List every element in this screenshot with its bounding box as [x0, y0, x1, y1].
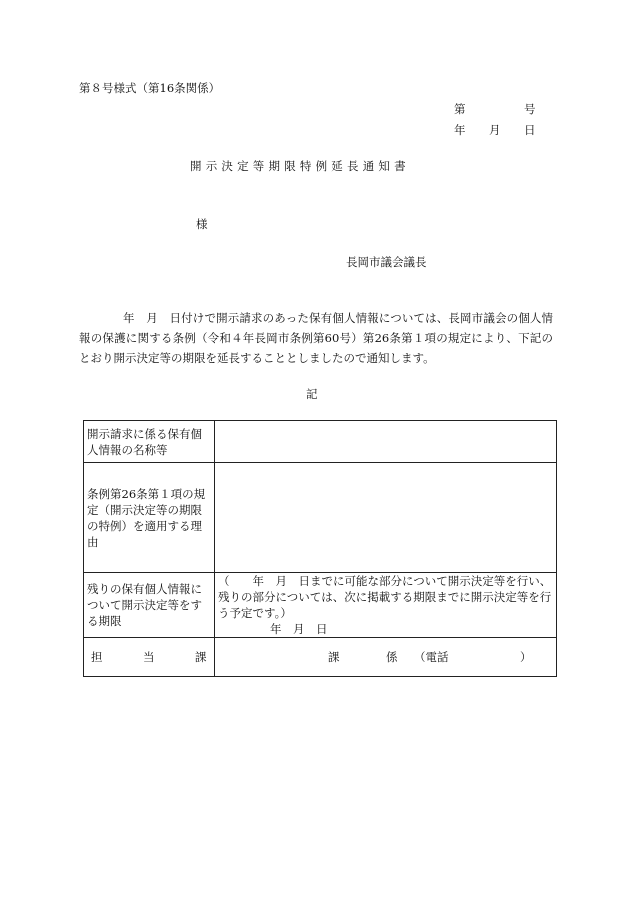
- form-number-label: 第８号様式（第16条関係）: [79, 81, 221, 95]
- table-row: [84, 573, 557, 638]
- table-row: [84, 463, 557, 573]
- phone-label: （電話: [414, 650, 449, 664]
- reason-label: 条例第26条第１項の規定（開示決定等の期限の特例）を適用する理由: [84, 463, 215, 573]
- table-row: [84, 421, 557, 463]
- section-label: 課: [328, 650, 340, 664]
- date-month: 月: [489, 123, 501, 137]
- deadline-label: 残りの保有個人情報について開示決定等をする期限: [84, 573, 215, 638]
- staff-char-2: 当: [143, 650, 155, 664]
- phone-close: ）: [520, 650, 532, 664]
- subsection-label: 係: [386, 650, 398, 664]
- staff-char-3: 課: [195, 650, 207, 664]
- deadline-text: （ 年 月 日までに可能な部分について開示決定等を行い、残りの部分については、次に掲載する期限までに開示決定等を行う予定です。）: [218, 574, 552, 620]
- document-title: 開示決定等期限特例延長通知書: [190, 159, 410, 173]
- date-day: 日: [524, 123, 536, 137]
- date-year: 年: [454, 123, 466, 137]
- deadline-date: 年 月 日: [270, 622, 328, 636]
- notice-body: 年 月 日付けで開示請求のあった保有個人情報については、長岡市議会の個人情報の保護に関する条例（令和４年長岡市条例第60号）第26条第１項の規定により、下記のとおり開示決定等の期限を延長することとしましたので通知します。: [79, 311, 553, 365]
- request-info-label: 開示請求に係る保有個人情報の名称等: [84, 421, 215, 463]
- reason-value: [215, 463, 557, 573]
- deadline-value: [215, 573, 557, 638]
- number-prefix: 第: [454, 102, 466, 116]
- staff-label: [84, 638, 215, 677]
- ki-heading: 記: [306, 387, 318, 401]
- staff-value: [215, 638, 557, 677]
- staff-char-1: 担: [91, 650, 103, 664]
- details-table: [83, 420, 557, 677]
- table-row: [84, 638, 557, 677]
- addressee-honorific: 様: [196, 217, 208, 231]
- number-suffix: 号: [524, 102, 536, 116]
- request-info-value: [215, 421, 557, 463]
- sender-name: 長岡市議会議長: [346, 255, 427, 269]
